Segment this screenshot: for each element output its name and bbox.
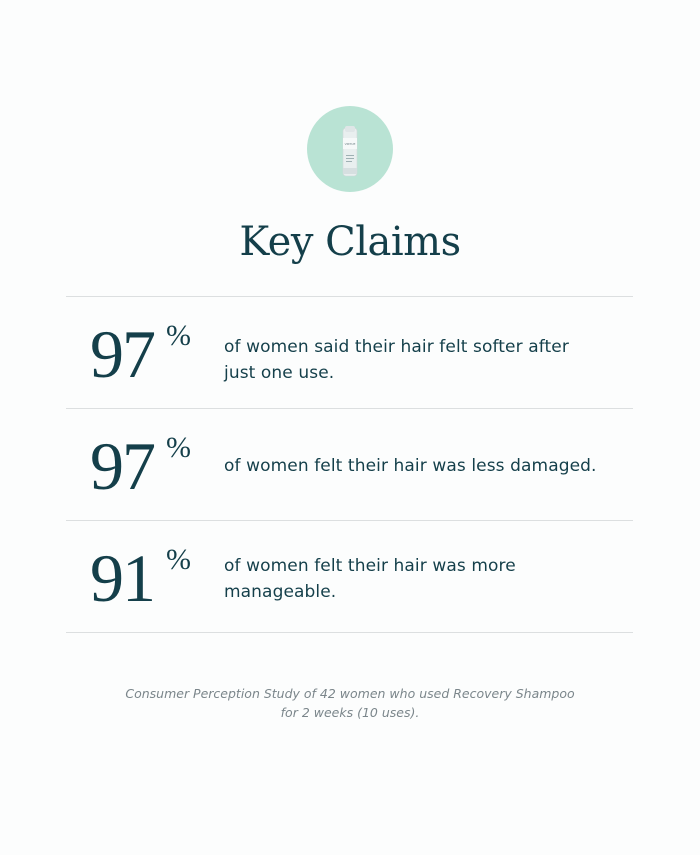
claim-row [66, 409, 633, 520]
claim-percentage: 97 [90, 316, 154, 392]
percent-sign: % [166, 543, 191, 576]
percent-sign: % [166, 319, 191, 352]
study-footnote [100, 684, 600, 722]
claim-description [224, 453, 629, 479]
divider [66, 632, 633, 633]
footnote-line: Consumer Perception Study of 42 women who used Recovery Shampoo [125, 686, 575, 701]
claim-row [66, 521, 633, 632]
claim-description [224, 553, 629, 605]
percent-sign: % [166, 431, 191, 464]
claim-line: of women felt their hair was more [224, 556, 516, 576]
bottle-label: VIRTUE [344, 142, 356, 146]
claim-percentage: 97 [90, 428, 154, 504]
claim-description [224, 334, 629, 386]
claim-line: of women felt their hair was less damaged. [224, 456, 597, 476]
claim-row [66, 297, 633, 408]
claim-percentage: 91 [90, 540, 154, 616]
shampoo-bottle-icon [307, 106, 393, 192]
claim-line: just one use. [224, 363, 335, 383]
claim-line: of women said their hair felt softer after [224, 337, 569, 357]
footnote-line: for 2 weeks (10 uses). [280, 705, 420, 720]
page-title: Key Claims [239, 219, 461, 265]
claim-line: manageable. [224, 582, 337, 602]
product-badge [307, 106, 393, 192]
